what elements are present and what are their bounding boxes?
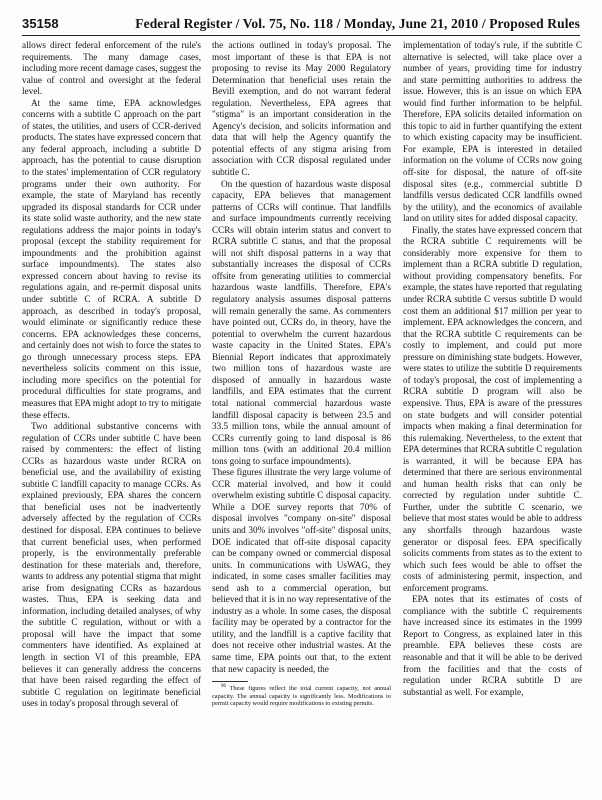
paragraph: allows direct federal enforcement of the rule's requirements. The many damage cases, including more recent damage cases, suggest the value of control and oversight at the federal level. [22,40,201,97]
footnote-rule [212,681,248,682]
paragraph: the actions outlined in today's proposal. The most important of these is that EPA is not proposing to revise its May 2000 Regulatory Determination that beneficial uses retain the Bevill exemption, and do not warrant federal regulation. Nevertheless, EPA agrees that "stigma" is an important consideration in the Agency's decision, and solicits information and data that will help the Agency quantify the potential effects of any stigma arising from association with CCR disposal regulated under subtitle C. [212,40,391,178]
column-3 [403,40,582,792]
page-header [22,16,580,34]
paragraph: Two additional substantive concerns with regulation of CCRs under subtitle C have been raised by commenters: the effect of listing CCRs as hazardous waste under RCRA on beneficial use, and the availability of existing subtitle C landfill capacity to manage CCRs. As explained previously, EPA shares the concern that beneficial uses not be inadvertently adversely affected by the regulation of CCRs destined for disposal. EPA continues to believe that current beneficial uses, when performed properly, is the environmentally preferable destination for these materials and, therefore, wants to address any potential stigma that might arise from designating CCRs as hazardous wastes. Thus, EPA is seeking data and information, including detailed analyses, of why the subtitle C regulation, without or with a proposal will have the impact that some commenters have identified. As explained at length in section VI of this preamble, EPA believes it can generally address the concerns that have been raised regarding the effect of subtitle C regulation on legitimate beneficial uses in today's proposal through several of [22,421,201,709]
paragraph: At the same time, EPA acknowledges concerns with a subtitle C approach on the part of states, the utilities, and users of CCR-derived products. The states have expressed concern that any federal approach, including a subtitle D approach, has the potential to cause disruption to the states' implementation of CCR regulatory programs under their own authority. For example, the state of Maryland has recently upgraded its disposal standards for CCR under its state solid waste authority, and the new state regulations address the major points in today's proposal (except the stability requirement for impoundments and the prohibition against surface impoundments). The states also expressed concern about having to revise its regulations again, and re-permit disposal units under subtitle C of RCRA. A subtitle D approach, as described in today's proposal, would eliminate or significantly reduce these concerns. EPA acknowledges these concerns, and certainly does not wish to force the states to go through unnecessary process steps. EPA nevertheless solicits comment on this issue, including more specifics on the potential for procedural difficulties for state programs, and measures that EPA might adopt to try to mitigate these effects. [22,97,201,420]
paragraph: implementation of today's rule, if the subtitle C alternative is selected, will take place over a number of years, providing time for industry and state permitting authorities to address the issue. However, this is an issue on which EPA would find further information to be helpful. Therefore, EPA solicits detailed information on this topic to aid in further quantifying the extent to which existing capacity may be insufficient. For example, EPA is interested in detailed information on the volume of CCRs now going off-site for disposal, the nature of off-site disposal sites (e.g., commercial subtitle D landfills versus dedicated CCR landfills owned by the utility), and the economics of available land on utility sites for added disposal capacity. [403,40,582,224]
column-2 [212,40,391,792]
paragraph: EPA notes that its estimates of costs of compliance with the subtitle C requirements have increased since its estimates in the 1999 Report to Congress, as explained later in this preamble. EPA believes these costs are reasonable and that it will be able to be derived from the facilities and that the costs of regulation under RCRA subtitle D are substantial as well. For example, [403,594,582,697]
paragraph: Finally, the states have expressed concern that the RCRA subtitle C requirements will be considerably more expensive for them to implement than a RCRA subtitle D regulation, without providing compensatory benefits. For example, the states have reported that regulating under RCRA subtitle C versus subtitle D would cost them an additional $17 million per year to implement. EPA acknowledges the concern, and that the RCRA subtitle C requirements can be costly to implement, and could put more pressure on diminishing state budgets. However, were states to utilize the subtitle D requirements of today's proposal, the cost of implementing a RCRA subtitle D program will also be expensive. Thus, EPA is aware of the pressures on state budgets and will consider potential impacts when making a final determination for this rulemaking. Nevertheless, to the extent that EPA determines that RCRA subtitle C regulation is warranted, it will be because EPA has determined that there are serious environmental and human health risks that can only be corrected by regulation under subtitle C. Further, under the subtitle C scenario, we believe that most states would be able to address any shortfalls through hazardous waste generator or disposal fees. EPA specifically solicits comments from states as to the extent to which such fees would be able to offset the costs of administering permit, inspection, and enforcement programs. [403,224,582,593]
footnote [212,685,391,708]
page-number: 35158 [22,16,59,31]
header-rule [22,35,580,36]
column-1 [22,40,201,792]
text-columns [22,40,582,792]
paragraph: These figures illustrate the very large volume of CCR material involved, and how it could overwhelm existing subtitle C disposal capacity. While a DOE survey reports that 70% of disposal involves "company on-site" disposal units and 30% involves "off-site" disposal units, DOE indicated that off-site disposal capacity can be company owned or commercial disposal units. In communications with UsWAG, they indicated, in some cases smaller facilities may send ash to a commercial operation, but believed that it is in no way representative of the industry as a whole. In some cases, the disposal facility may be operated by a contractor for the utility, and the landfill is a captive facility that does not receive other industrial wastes. At the same time, EPA points out that, to the extent that new capacity is needed, the [212,467,391,674]
footnote-mark: 96 [221,683,226,689]
footnote-text: These figures reflect the total current capacity, not annual capacity. The annual capacity is significantly less. Modifications to permit capacity would require modifications to existing permits. [212,685,391,708]
paragraph: On the question of hazardous waste disposal capacity, EPA believes that management patterns of CCRs will continue. That landfills and surface impoundments currently receiving CCRs will obtain interim status and convert to RCRA subtitle C status, and that the proposal will not shift disposal patterns in a way that substantially increases the disposal of CCRs offsite from generating utilities to commercial hazardous waste landfills. Therefore, EPA's regulatory analysis assumes disposal patterns will remain generally the same. As commenters have pointed out, CCRs do, in theory, have the potential to overwhelm the current hazardous waste capacity in the United States. EPA's Biennial Report indicates that approximately two million tons of hazardous waste are disposed of annually in hazardous waste landfills, and EPA estimates that the current total national commercial hazardous waste landfill disposal capacity is between 23.5 and 33.5 million tons, while the annual amount of CCRs currently going to land disposal is 86 million tons (with an additional 20.4 million tons going to surface impoundments). [212,178,391,466]
running-head: Federal Register / Vol. 75, No. 118 / Monday, June 21, 2010 / Proposed Rules [135,16,580,31]
